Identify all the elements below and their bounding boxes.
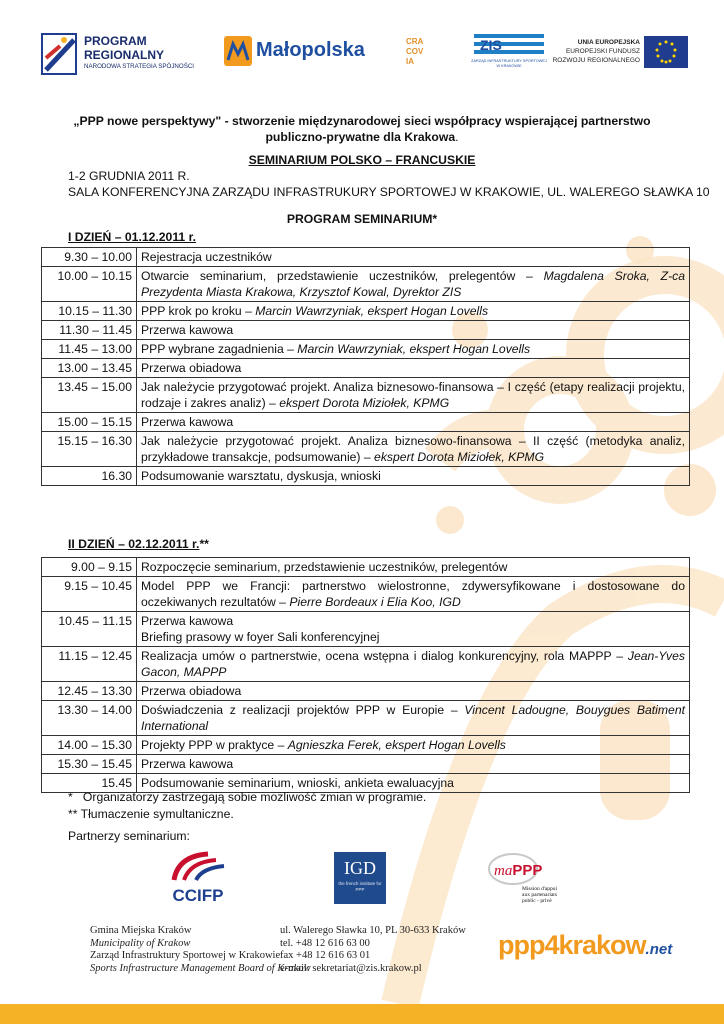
seminar-venue: SALA KONFERENCYJNA ZARZĄDU INFRASTRUKURY SPORTOWEJ W KRAKOWIE, UL. WALEREGO SŁAWKA 10 bbox=[68, 185, 710, 199]
ue-line2: EUROPEJSKI FUNDUSZ bbox=[565, 48, 640, 55]
schedule-row bbox=[42, 558, 690, 577]
schedule-text: Rozpoczęcie seminarium, przedstawienie uczestników, prelegentów bbox=[141, 560, 508, 574]
schedule-description bbox=[137, 682, 690, 701]
schedule-row bbox=[42, 321, 690, 340]
title-line2: publiczno-prywatne dla Krakowa bbox=[265, 130, 456, 144]
schedule-row bbox=[42, 467, 690, 486]
cracovia-logo bbox=[404, 34, 438, 74]
schedule-description bbox=[137, 755, 690, 774]
ue-logo bbox=[552, 36, 688, 70]
title-line1: „PPP nowe perspektywy" - stworzenie międzynarodowej sieci współpracy wspierającej partnerstwo bbox=[73, 114, 651, 128]
schedule-text: Jak należycie przygotować projekt. Analiza biznesowo-finansowa – II część (metodyka analiz, przykładowe transakcje, podsumowanie) – bbox=[141, 434, 685, 464]
schedule-text: Podsumowanie seminarium, wnioski, ankieta ewaluacyjna bbox=[141, 776, 454, 790]
title-line2-suffix: . bbox=[455, 130, 459, 144]
schedule-speaker: Vincent Ladougne, Bouygues Batiment International bbox=[141, 703, 685, 733]
footer-tel: tel. +48 12 616 63 00 bbox=[280, 937, 370, 949]
schedule-time: 13.45 – 15.00 bbox=[42, 378, 137, 413]
footer-left-line4: Sports Infrastructure Management Board of Krakow bbox=[90, 962, 311, 974]
schedule-text: Przerwa kawowa bbox=[141, 415, 234, 429]
mappp-sub1: Mission d'appui bbox=[522, 886, 558, 892]
schedule-row bbox=[42, 378, 690, 413]
note-translation: ** Tłumaczenie symultaniczne. bbox=[68, 807, 234, 821]
schedule-text: Przerwa kawowa bbox=[141, 614, 234, 628]
schedule-description bbox=[137, 701, 690, 736]
igd-subtitle: the french institute for PPP bbox=[338, 881, 382, 892]
schedule-description bbox=[137, 378, 690, 413]
schedule-row bbox=[42, 577, 690, 612]
eu-flag-icon bbox=[644, 36, 688, 68]
schedule-row bbox=[42, 413, 690, 432]
schedule-time: 15.45 bbox=[42, 774, 137, 793]
schedule-time: 11.15 – 12.45 bbox=[42, 647, 137, 682]
schedule-speaker: ekspert Dorota Miziołek, KPMG bbox=[374, 450, 545, 464]
seminar-heading: SEMINARIUM POLSKO – FRANCUSKIE bbox=[248, 153, 476, 167]
day2-heading: II DZIEŃ – 02.12.2011 r. bbox=[68, 537, 200, 551]
mappp-ma: ma bbox=[494, 863, 513, 879]
schedule-time: 10.00 – 10.15 bbox=[42, 267, 137, 302]
schedule-description bbox=[137, 302, 690, 321]
footer-contact bbox=[280, 925, 466, 975]
note-changes: * Organizatorzy zastrzegają sobie możliwość zmian w programie. bbox=[68, 790, 427, 804]
footer-left-line1: Gmina Miejska Kraków bbox=[90, 925, 192, 936]
ppp4krakow-suffix: .net bbox=[645, 941, 673, 958]
schedule-text: Przerwa kawowa bbox=[141, 323, 234, 337]
schedule-description bbox=[137, 359, 690, 378]
mappp-wordmark bbox=[494, 862, 542, 880]
schedule-text: Projekty PPP w praktyce – bbox=[141, 738, 288, 752]
title-line2-wrap bbox=[40, 129, 684, 145]
day1-heading: I DZIEŃ – 01.12.2011 r. bbox=[68, 230, 197, 244]
schedule-time: 12.45 – 13.30 bbox=[42, 682, 137, 701]
schedule-time: 10.45 – 11.15 bbox=[42, 612, 137, 647]
schedule-row bbox=[42, 612, 690, 647]
schedule-row bbox=[42, 340, 690, 359]
ccifp-swoosh-icon bbox=[168, 850, 228, 884]
schedule-text: Doświadczenia z realizacji projektów PPP w Europie – bbox=[141, 703, 465, 717]
schedule-row bbox=[42, 701, 690, 736]
schedule-description bbox=[137, 647, 690, 682]
program-regionalny-logo bbox=[40, 30, 200, 78]
schedule-row bbox=[42, 302, 690, 321]
schedule-speaker: Magdalena Sroka, Z-ca Prezydenta Miasta Krakowa, Krzysztof Kowal, Dyrektor ZIS bbox=[141, 269, 685, 299]
schedule-description bbox=[137, 612, 690, 647]
schedule-description bbox=[137, 736, 690, 755]
seminar-date: 1-2 GRUDNIA 2011 R. bbox=[68, 169, 190, 183]
mappp-sub3: public - privé bbox=[522, 898, 552, 904]
igd-wordmark: IGD bbox=[344, 858, 376, 878]
schedule-text: Model PPP we Francji: partnerstwo wielostronne, zdywersyfikowane i dostosowane do oczekiwanych rezultatów – bbox=[141, 579, 685, 609]
ppp4krakow-logo bbox=[498, 930, 672, 961]
schedule-speaker: Marcin Wawrzyniak, ekspert Hogan Lovells bbox=[255, 304, 489, 318]
partners-label: Partnerzy seminarium: bbox=[68, 829, 190, 843]
mappp-sub2: aux partenariats bbox=[522, 892, 557, 898]
malopolska-wordmark: Małopolska bbox=[256, 39, 365, 61]
schedule-description bbox=[137, 267, 690, 302]
schedule-text: Rejestracja uczestników bbox=[141, 250, 272, 264]
schedule-text: Jak należycie przygotować projekt. Analiza biznesowo-finansowa – I część (etapy realizacji projektu, rodzaje i zakres analiz) – bbox=[141, 380, 685, 410]
schedule-description bbox=[137, 577, 690, 612]
schedule-text: Podsumowanie warsztatu, dyskusja, wnioski bbox=[141, 469, 381, 483]
schedule-speaker: Marcin Wawrzyniak, ekspert Hogan Lovells bbox=[297, 342, 531, 356]
schedule-time: 9.00 – 9.15 bbox=[42, 558, 137, 577]
schedule-row bbox=[42, 267, 690, 302]
program-regionalny-line1: PROGRAM bbox=[84, 34, 147, 48]
mappp-logo bbox=[488, 852, 560, 910]
schedule-description bbox=[137, 467, 690, 486]
schedule-speaker: Agnieszka Ferek, ekspert Hogan Lovells bbox=[287, 738, 506, 752]
svg-text:ZIS: ZIS bbox=[480, 37, 502, 53]
svg-text:IA: IA bbox=[406, 57, 414, 66]
day2-heading-suffix: ** bbox=[199, 537, 209, 551]
zis-caption: ZARZĄD INFRASTRUKTURY SPORTOWEJ W KRAKOWIE bbox=[471, 59, 547, 68]
schedule-time: 11.45 – 13.00 bbox=[42, 340, 137, 359]
schedule-speaker: ekspert Dorota Miziołek, KPMG bbox=[279, 396, 450, 410]
day1-schedule-table bbox=[41, 247, 690, 486]
mappp-ppp: PPP bbox=[512, 862, 543, 879]
footer-left-line3: Zarząd Infrastruktury Sportowej w Krakowie bbox=[90, 950, 281, 961]
footer-address: ul. Walerego Sławka 10, PL 30-633 Kraków bbox=[280, 925, 466, 936]
footer-email: e-mail: sekretariat@zis.krakow.pl bbox=[280, 962, 422, 974]
schedule-time: 9.30 – 10.00 bbox=[42, 248, 137, 267]
malopolska-logo bbox=[224, 36, 384, 68]
program-regionalny-line2: REGIONALNY bbox=[84, 48, 165, 62]
schedule-row bbox=[42, 359, 690, 378]
schedule-text: Realizacja umów o partnerstwie, ocena wstępna i dialog konkurencyjny, rola MAPPP – bbox=[141, 649, 628, 663]
schedule-row bbox=[42, 682, 690, 701]
schedule-extra: Briefing prasowy w foyer Sali konferencyjnej bbox=[141, 630, 380, 644]
schedule-time: 13.30 – 14.00 bbox=[42, 701, 137, 736]
footer-left-line2: Municipality of Krakow bbox=[90, 937, 191, 949]
schedule-description bbox=[137, 413, 690, 432]
ccifp-wordmark: CCIFP bbox=[172, 886, 224, 905]
schedule-text: Przerwa obiadowa bbox=[141, 361, 242, 375]
schedule-description bbox=[137, 248, 690, 267]
footer-accent-bar bbox=[0, 1004, 724, 1024]
ccifp-logo bbox=[160, 850, 236, 908]
footer-left bbox=[90, 925, 311, 975]
svg-text:CRA: CRA bbox=[406, 37, 424, 46]
schedule-speaker: Jean-Yves Gacon, MAPPP bbox=[141, 649, 685, 679]
schedule-time: 15.15 – 16.30 bbox=[42, 432, 137, 467]
footer-fax: fax +48 12 616 63 01 bbox=[280, 950, 371, 961]
schedule-description bbox=[137, 558, 690, 577]
schedule-description bbox=[137, 432, 690, 467]
schedule-description bbox=[137, 321, 690, 340]
malopolska-emblem bbox=[224, 36, 252, 66]
program-heading: PROGRAM SEMINARIUM* bbox=[286, 212, 438, 226]
schedule-text: Otwarcie seminarium, przedstawienie uczestników, prelegentów – bbox=[141, 269, 544, 283]
schedule-speaker: Pierre Bordeaux i Elia Koo, IGD bbox=[289, 595, 461, 609]
igd-logo bbox=[334, 852, 386, 904]
schedule-time: 11.30 – 11.45 bbox=[42, 321, 137, 340]
schedule-text: PPP wybrane zagadnienia – bbox=[141, 342, 298, 356]
svg-text:COV: COV bbox=[406, 47, 424, 56]
schedule-row bbox=[42, 736, 690, 755]
schedule-time: 10.15 – 11.30 bbox=[42, 302, 137, 321]
ue-line3: ROZWOJU REGIONALNEGO bbox=[552, 57, 640, 64]
ue-line1: UNIA EUROPEJSKA bbox=[577, 39, 640, 46]
schedule-row bbox=[42, 647, 690, 682]
ppp4krakow-wordmark: ppp4krakow bbox=[498, 930, 646, 960]
program-regionalny-line3: NARODOWA STRATEGIA SPÓJNOŚCI bbox=[84, 63, 195, 70]
day2-heading-wrap bbox=[68, 536, 209, 552]
day2-schedule-table bbox=[41, 557, 690, 793]
zis-emblem bbox=[470, 32, 548, 58]
schedule-row bbox=[42, 432, 690, 467]
schedule-time: 15.30 – 15.45 bbox=[42, 755, 137, 774]
schedule-time: 14.00 – 15.30 bbox=[42, 736, 137, 755]
schedule-time: 15.00 – 15.15 bbox=[42, 413, 137, 432]
schedule-time: 9.15 – 10.45 bbox=[42, 577, 137, 612]
schedule-row bbox=[42, 755, 690, 774]
schedule-time: 13.00 – 13.45 bbox=[42, 359, 137, 378]
schedule-text: Przerwa kawowa bbox=[141, 757, 234, 771]
schedule-row bbox=[42, 248, 690, 267]
schedule-text: PPP krok po kroku – bbox=[141, 304, 256, 318]
schedule-time: 16.30 bbox=[42, 467, 137, 486]
schedule-text: Przerwa obiadowa bbox=[141, 684, 242, 698]
program-regionalny-emblem bbox=[40, 30, 80, 76]
schedule-description bbox=[137, 340, 690, 359]
zis-logo bbox=[470, 32, 548, 72]
